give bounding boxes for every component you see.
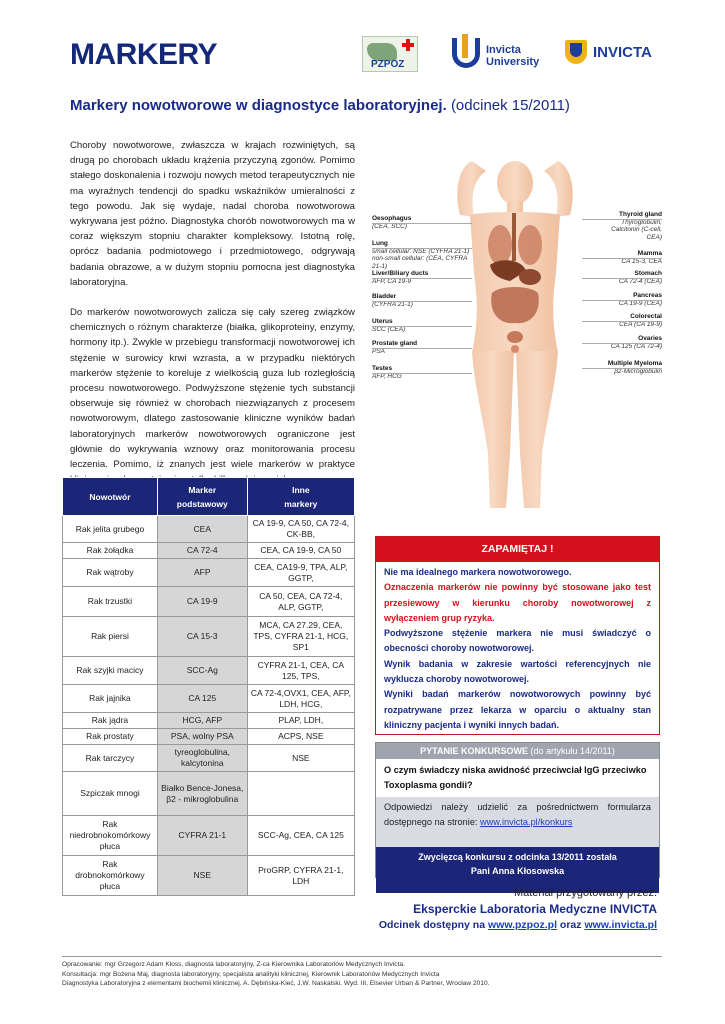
table-cell: CEA, CA 19-9, CA 50 <box>247 543 354 559</box>
leader-line <box>582 278 662 279</box>
organ-label: Stomach CA 72-4 (CEA) <box>618 270 662 285</box>
leader-line <box>372 301 472 302</box>
remember-line: Podwyższone stężenie markera nie musi świadczyć o obecności choroby nowotworowej. <box>384 628 651 654</box>
remember-title: ZAPAMIĘTAJ ! <box>376 537 659 562</box>
table-cell: HCG, AFP <box>157 713 247 729</box>
table-cell: CA 125 <box>157 685 247 713</box>
organ-label: Lung small cellular: NSE (CYFRA 21-1) non-small cellular: (CEA, CYFRA 21-1) <box>372 240 470 270</box>
leader-line <box>372 348 472 349</box>
organ-label: Liver/Biliary ducts AFP, CA 19-9 <box>372 270 429 285</box>
table-row <box>63 587 355 617</box>
table-cell: ACPS, NSE <box>247 729 354 745</box>
table-cell: PLAP, LDH, <box>247 713 354 729</box>
leader-line <box>582 321 662 322</box>
leader-line <box>372 248 472 249</box>
table-cell: Rak jądra <box>63 713 158 729</box>
table-row <box>63 856 355 896</box>
contest-link[interactable]: www.invicta.pl/konkurs <box>480 817 573 827</box>
leader-line <box>582 258 662 259</box>
table-cell: SCC-Ag <box>157 657 247 685</box>
table-cell: CEA <box>157 516 247 543</box>
leader-line <box>372 223 472 224</box>
organ-label: Multiple Myeloma β2-Microglobulin <box>607 360 662 375</box>
leader-line <box>582 300 662 301</box>
organ-label: Bladder (CYFRA 21-1) <box>372 293 413 308</box>
body-markers-figure <box>372 153 662 525</box>
table-cell: CA 19-9 <box>157 587 247 617</box>
table-cell: SCC-Ag, CEA, CA 125 <box>247 816 354 856</box>
credits: Materiał przygotowany przez: Eksperckie Laboratoria Medyczne INVICTA Odcinek dostępny na www.pzpoz.pl oraz www.invicta.pl <box>378 887 657 931</box>
contest-header: PYTANIE KONKURSOWE (do artykułu 14/2011) <box>376 743 659 759</box>
table-cell: Białko Bence-Jonesa, β2 - mikroglobulina <box>157 772 247 816</box>
table-row <box>63 617 355 657</box>
contest-question: O czym świadczy niska awidność przeciwciał IgG przeciwko Toxoplasma gondii? <box>384 765 647 790</box>
table-cell: CA 50, CEA, CA 72-4, ALP, GGTP, <box>247 587 354 617</box>
table-cell: Rak piersi <box>63 617 158 657</box>
table-cell: CYFRA 21-1, CEA, CA 125, TPS, <box>247 657 354 685</box>
table-cell: Rak żołądka <box>63 543 158 559</box>
human-body-illustration <box>430 153 600 523</box>
intro-paragraph: Do markerów nowotworowych zalicza się cały szereg związków chemicznych o różnym charakterze (białka, glikoproteiny, enzymy, hormony itp.). Zwykle w przebiegu transformacji nowotworowej ich stężenie w surowicy krwi wzrasta, a w przypadku niektórych markerów stężenie to koreluje z wielkością guza lub rozległością procesu nowotworowego. Podwyższone stężenie tych substancji obserwuje się również w chorobach niezwiązanych z procesem nowotworowym, dlatego zastosowanie kliniczne wyników badań laboratoryjnych markerów nowotworowych ograniczone jest głównie do wykrywania wznowy oraz monitorowania procesu leczenia. Pomimo, iż znanych jest wiele markerów w praktyce <box>70 307 355 471</box>
organ-label: Oesophagus (CEA, SCC) <box>372 215 412 230</box>
table-row <box>63 772 355 816</box>
contest-answer: Odpowiedzi należy udzielić za pośrednictwem formularza dostępnego na stronie: www.invicta.pl/konkurs <box>376 797 659 847</box>
invicta-university-logo: Invicta University <box>452 34 548 74</box>
table-cell: Rak trzustki <box>63 587 158 617</box>
table-cell: Rak wątroby <box>63 559 158 587</box>
remember-line: Wynik badania w zakresie wartości referencyjnych nie wyklucza choroby nowotworowej. <box>384 658 651 685</box>
table-cell: Rak jelita grubego <box>63 516 158 543</box>
leader-line <box>372 373 472 374</box>
table-cell: Rak jajnika <box>63 685 158 713</box>
table-cell: CA 15-3 <box>157 617 247 657</box>
page-title: MARKERY <box>70 38 218 71</box>
table-cell: AFP <box>157 559 247 587</box>
pzpoz-link[interactable]: www.pzpoz.pl <box>487 919 558 931</box>
table-cell: Rak tarczycy <box>63 745 158 772</box>
table-cell: CEA, CA19-9, TPA, ALP, GGTP, <box>247 559 354 587</box>
remember-line: Oznaczenia markerów nie powinny być stosowane jako test przesiewowy w kierunku choroby nowotworowej z wyłączeniem grup ryzyka. <box>384 582 651 623</box>
table-cell: NSE <box>247 745 354 772</box>
intro-paragraph: Choroby nowotworowe, zwłaszcza w krajach rozwiniętych, są drugą po chorobach układu krążenia przyczyną zgonów. Pomimo stałego doskonalenia i rozwoju nowych metod terapeutycznych nie ma wyraźnych tendencji do spadku wskaźników umieralności z tego powodu. Jak się wydaje, nadal choroba nowotworowa wykrywana jest późno. Diagnostyka chorób nowotworowych ma w coraz większym stopniu charakter kompleksowy. Istotną rolę, oprócz badania podmiotowego i przedmiotowego, odgrywają badania obrazowe, a w dużym stopniu pomocna jest diagnostyka laboratoryjna. <box>70 140 355 288</box>
organ-label: Prostate gland PSA <box>372 340 418 355</box>
table-cell: Rak drobnokomórkowy płuca <box>63 856 158 896</box>
leader-line <box>582 343 662 344</box>
table-cell: CA 19-9, CA 50, CA 72-4, CK-BB, <box>247 516 354 543</box>
organ-label: Thyroid gland Thyroglobulin, Calcitonin (C-cell, CEA) <box>611 211 662 241</box>
table-row <box>63 559 355 587</box>
table-cell: Rak szyjki macicy <box>63 657 158 685</box>
leader-line <box>372 278 472 279</box>
table-row <box>63 657 355 685</box>
table-cell: Rak prostaty <box>63 729 158 745</box>
footer-notes: Opracowanie: mgr Grzegorz Adam Kłoss, diagnosta laboratoryjny, Z-ca Kierownika Laboratoriów Medycznych Invicta. Konsultacja: mgr Bożena Maj, diagnosta laboratoryjny, specjalista analityki klinicznej, Kierownik Laboratoriów Medycznych Invicta Diagnostyka Laboratoryjna z elementami biochemii klinicznej. A. Dębińska-Kieć, J.W. Naskalski. Wyd. III, Elsevier Urban & Partner, Wrocław 2010. <box>62 956 662 989</box>
organ-label: Colorectal CEA (CA 19-9) <box>619 313 662 328</box>
table-cell: PSA, wolny PSA <box>157 729 247 745</box>
leader-line <box>582 219 662 220</box>
table-cell: CA 72-4,OVX1, CEA, AFP, LDH, HCG, <box>247 685 354 713</box>
logo-bar <box>360 32 660 76</box>
pzpoz-logo: PZPOZ <box>362 36 418 72</box>
table-row <box>63 543 355 559</box>
table-row <box>63 729 355 745</box>
table-row <box>63 713 355 729</box>
table-cell: Rak niedrobnokomórkowy płuca <box>63 816 158 856</box>
remember-line: Nie ma idealnego markera nowotworowego. <box>384 567 572 577</box>
table-header: Nowotwór <box>63 478 158 516</box>
organ-label: Pancreas CA 19-9 (CEA) <box>618 292 662 307</box>
leader-line <box>372 326 472 327</box>
organ-label: Testes AFP, HCG <box>372 365 402 380</box>
table-cell: ProGRP, CYFRA 21-1, LDH <box>247 856 354 896</box>
table-row <box>63 816 355 856</box>
organ-label: Ovaries CA 125 (CA 72-4) <box>610 335 662 350</box>
markers-table <box>62 477 355 896</box>
table-row <box>63 745 355 772</box>
table-cell: CA 72-4 <box>157 543 247 559</box>
leader-line <box>582 368 662 369</box>
organ-label: Mamma CA 15-3, CEA <box>621 250 662 265</box>
table-cell <box>247 772 354 816</box>
invicta-link[interactable]: www.invicta.pl <box>584 919 657 931</box>
table-header: Inne markery <box>247 478 354 516</box>
remember-box <box>375 536 660 735</box>
table-cell: Szpiczak mnogi <box>63 772 158 816</box>
table-cell: MCA, CA 27.29, CEA, TPS, CYFRA 21-1, HCG, SP1 <box>247 617 354 657</box>
invicta-logo: INVICTA <box>565 40 665 70</box>
table-row <box>63 516 355 543</box>
remember-line: Wyniki badań markerów nowotworowych powinny być rozpatrywane przez lekarza w oparciu o aktualny stan kliniczny pacjenta i wyniki innych badań. <box>384 689 651 730</box>
organ-label: Uterus SCC (CEA) <box>372 318 406 333</box>
table-header: Marker podstawowy <box>157 478 247 516</box>
intro-text <box>70 138 355 502</box>
contest-box <box>375 742 660 878</box>
article-subtitle: Markery nowotworowe w diagnostyce laboratoryjnej. (odcinek 15/2011) <box>70 97 570 114</box>
table-cell: CYFRA 21-1 <box>157 816 247 856</box>
table-cell: tyreoglobulina, kalcytonina <box>157 745 247 772</box>
contest-winner: Zwycięzcą konkursu z odcinka 13/2011 została Pani Anna Kłosowska <box>376 847 659 893</box>
table-cell: NSE <box>157 856 247 896</box>
table-row <box>63 685 355 713</box>
